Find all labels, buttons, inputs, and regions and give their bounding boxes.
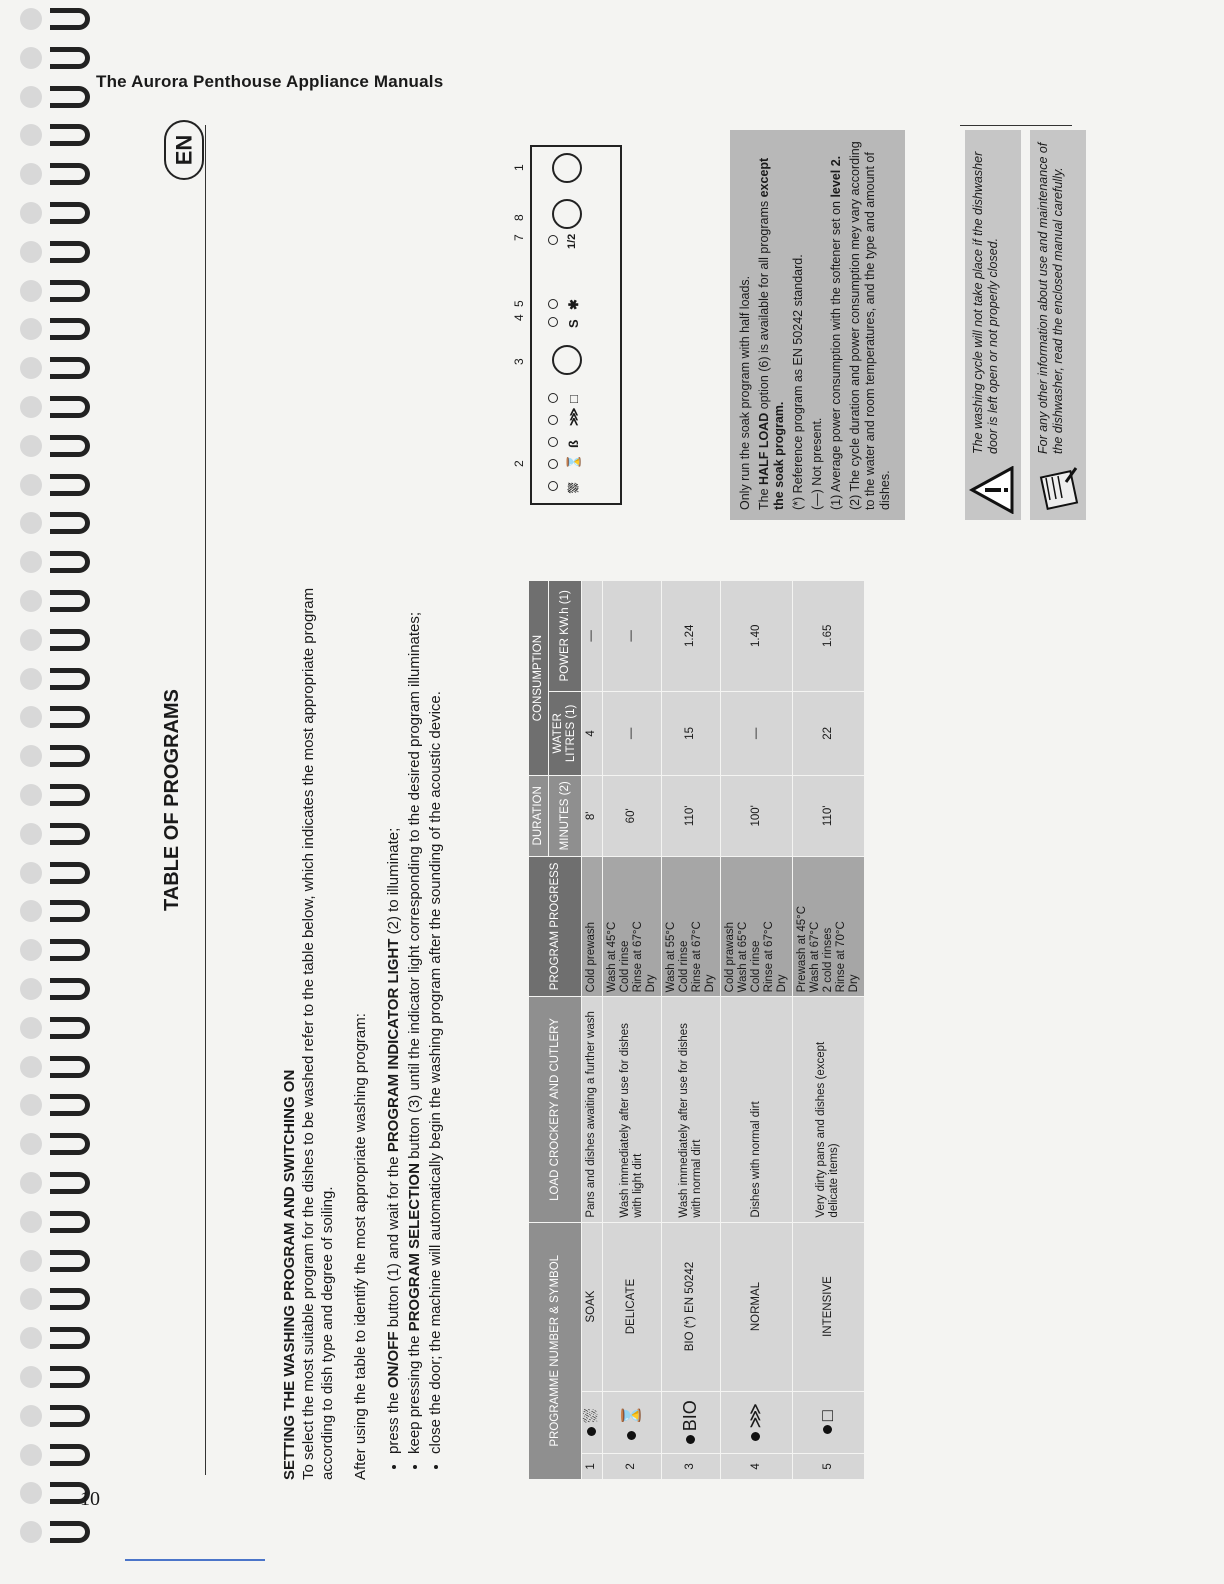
binding-hole (20, 978, 42, 1000)
binding-hole (20, 1017, 42, 1039)
binding-hole (20, 862, 42, 884)
program-minutes: 8' (582, 776, 603, 856)
progress-step: Dry (847, 974, 860, 993)
program-led (548, 415, 558, 425)
binding-coil (50, 939, 90, 961)
binding-hole (20, 551, 42, 573)
binding-hole (20, 474, 42, 496)
progress-step: Cold rinse (749, 940, 762, 993)
binding-hole (20, 280, 42, 302)
binding-hole (20, 1250, 42, 1272)
half-load-led (548, 235, 558, 245)
bio-icon: BIO (679, 1400, 700, 1432)
program-power: — (602, 581, 661, 692)
table-row (602, 581, 661, 1480)
instructions (280, 580, 447, 1480)
binding-coil (50, 978, 90, 1000)
binding-hole (20, 900, 42, 922)
rinse-aid-icon: ✱ (566, 299, 581, 310)
indicator-dot-icon (686, 1435, 695, 1444)
dishes-icon: ⋙ (745, 1402, 766, 1429)
binding-hole (20, 396, 42, 418)
indicator-dot-icon (751, 1433, 760, 1442)
footnote-2: (2) The cycle duration and power consumption mey vary according to the water and room temperatures, and the type and amount of dishes. (848, 141, 892, 510)
progress-step: Wash at 65°C (736, 921, 749, 993)
binding-coil (50, 8, 90, 30)
table-row (661, 581, 720, 1480)
program-symbol (582, 1391, 603, 1453)
indicator-dot-icon (627, 1431, 636, 1440)
program-name: DELICATE (602, 1222, 661, 1391)
manual-book-icon (1036, 464, 1080, 512)
indicator-dot-icon (823, 1425, 832, 1434)
binding-hole (20, 163, 42, 185)
binding-coil (50, 1366, 90, 1388)
program-power: 1.40 (720, 581, 792, 692)
binding-hole (20, 745, 42, 767)
binding-hole (20, 435, 42, 457)
program-name: BIO (*) EN 50242 (661, 1222, 720, 1391)
program-led (548, 393, 558, 403)
control-panel-diagram (512, 145, 622, 505)
program-power: 1.65 (792, 581, 864, 692)
binding-coil (50, 241, 90, 263)
step-item: • close the door; the machine will automatically begin the washing program after the sounding of the acoustic device. (426, 580, 445, 1454)
binding-hole (20, 629, 42, 651)
callout-2: 2 (512, 460, 526, 467)
binding-hole (20, 318, 42, 340)
binding-coil (50, 396, 90, 418)
binding-coil (50, 1521, 90, 1543)
program-minutes: 110' (792, 776, 864, 856)
progress-step: Prewash at 45°C (795, 905, 808, 993)
bio-symbol-icon: ß (566, 440, 581, 448)
program-minutes: 60' (602, 776, 661, 856)
callout-5: 5 (512, 300, 526, 307)
binding-coil (50, 551, 90, 573)
after-text: After using the table to identify the most appropriate washing program: (352, 1013, 369, 1480)
table-row (720, 581, 792, 1480)
program-load: Dishes with normal dirt (720, 997, 792, 1222)
binding-hole (20, 1405, 42, 1427)
program-number: 5 (792, 1453, 864, 1479)
footer-line (125, 1559, 265, 1561)
soak-symbol-icon: ⛆ (566, 482, 581, 493)
binding-coil (50, 1133, 90, 1155)
progress-step: Cold rinse (677, 940, 690, 993)
binding-coil (50, 668, 90, 690)
binding-hole (20, 86, 42, 108)
binding-hole (20, 1288, 42, 1310)
program-symbol (602, 1391, 661, 1453)
program-progress (792, 856, 864, 997)
header-consumption: CONSUMPTION (529, 581, 549, 776)
program-load: Pans and dishes awaiting a further wash (582, 997, 603, 1222)
progress-step: Dry (775, 974, 788, 993)
binding-coil (50, 706, 90, 728)
binding-coil (50, 1056, 90, 1078)
binding-hole (20, 1094, 42, 1116)
progress-step: 2 cold rinses (821, 927, 834, 993)
program-led (548, 481, 558, 491)
binding-hole (20, 1444, 42, 1466)
binding-coil (50, 1211, 90, 1233)
step-list (384, 580, 445, 1480)
program-progress (720, 856, 792, 997)
header-duration: DURATION (529, 776, 549, 856)
program-led (548, 459, 558, 469)
info-box (1030, 130, 1086, 520)
program-number: 4 (720, 1453, 792, 1479)
program-selection-button[interactable] (552, 345, 582, 375)
binding-coil (50, 86, 90, 108)
callout-8: 8 (512, 214, 526, 221)
indicator-dot-icon (587, 1427, 596, 1436)
progress-step: Dry (703, 974, 716, 993)
warning-box (965, 130, 1021, 520)
binding-hole (20, 668, 42, 690)
footnote-1: (1) Average power consumption with the softener set on level 2. (829, 155, 843, 510)
info-text: For any other information about use and maintenance of the dishwasher, read the enclosed manual carefully. (1036, 142, 1065, 454)
program-progress (582, 856, 603, 997)
binding-hole (20, 939, 42, 961)
program-progress (661, 856, 720, 997)
half-load-button[interactable] (552, 199, 582, 229)
section-heading: SETTING THE WASHING PROGRAM AND SWITCHING ON (281, 1069, 298, 1480)
callout-1: 1 (512, 164, 526, 171)
program-power: 1.24 (661, 581, 720, 692)
half-load-note: The HALF LOAD option (6) is available for all programs except the soak program. (757, 157, 786, 510)
binding-coil (50, 474, 90, 496)
pot-icon: □ (817, 1410, 838, 1422)
binding-coil (50, 512, 90, 534)
binding-coil (50, 47, 90, 69)
program-power: — (582, 581, 603, 692)
binding-hole (20, 1327, 42, 1349)
step-item: • keep pressing the PROGRAM SELECTION button (3) until the indicator light corresponding to the desired program illuminates; (405, 580, 424, 1454)
dishes-symbol-icon: ⋙ (566, 407, 581, 426)
rotated-content (150, 130, 1150, 1480)
binding-hole (20, 1521, 42, 1543)
callout-7: 7 (512, 234, 526, 241)
soak-note: Only run the soak program with half loads. (738, 275, 752, 510)
progress-step: Rinse at 67°C (690, 921, 703, 993)
binding-hole (20, 590, 42, 612)
program-minutes: 110' (661, 776, 720, 856)
program-name: INTENSIVE (792, 1222, 864, 1391)
binding-hole (20, 1366, 42, 1388)
binding-coil (50, 163, 90, 185)
binding-coil (50, 862, 90, 884)
binding-coil (50, 124, 90, 146)
program-water: 15 (661, 691, 720, 775)
binding-hole (20, 124, 42, 146)
progress-step: Rinse at 67°C (631, 921, 644, 993)
page-title: TABLE OF PROGRAMS (161, 689, 183, 911)
binding-hole (20, 1211, 42, 1233)
binding-coil (50, 1444, 90, 1466)
header-progress: PROGRAM PROGRESS (529, 856, 582, 997)
glass-symbol-icon: ⌛ (566, 453, 581, 470)
binding-coil (50, 202, 90, 224)
pot-symbol-icon: □ (566, 395, 581, 403)
binding-coil (50, 357, 90, 379)
binding-coil (50, 1288, 90, 1310)
progress-step: Rinse at 67°C (762, 921, 775, 993)
program-symbol (720, 1391, 792, 1453)
binding-coil (50, 1405, 90, 1427)
binding-coil (50, 745, 90, 767)
glass-icon: ⌛ (620, 1404, 641, 1427)
progress-step: Cold prawash (723, 922, 736, 993)
binding-hole (20, 202, 42, 224)
rinse-aid-led (548, 299, 558, 309)
program-minutes: 100' (720, 776, 792, 856)
header-programme: PROGRAMME NUMBER & SYMBOL (529, 1222, 582, 1479)
reference-note: (*) Reference program as EN 50242 standard. (791, 254, 805, 510)
binding-coil (50, 629, 90, 651)
notes-box (730, 130, 905, 520)
header-minutes: MINUTES (2) (549, 776, 582, 856)
page-header: The Aurora Penthouse Appliance Manuals (96, 72, 444, 91)
program-led (548, 437, 558, 447)
header-water: WATER LITRES (1) (549, 691, 582, 775)
page-rule-horizontal (960, 125, 1072, 126)
progress-step: Cold rinse (618, 940, 631, 993)
shower-icon: ⛆ (581, 1408, 601, 1423)
binding-coil (50, 1017, 90, 1039)
binding-coil (50, 900, 90, 922)
callout-3: 3 (512, 358, 526, 365)
progress-step: Wash at 45°C (605, 921, 618, 993)
binding-hole (20, 706, 42, 728)
program-water: 22 (792, 691, 864, 775)
binding-coil (50, 318, 90, 340)
binding-hole (20, 47, 42, 69)
half-load-label: 1/2 (566, 233, 578, 249)
binding-coil (50, 280, 90, 302)
callout-4: 4 (512, 314, 526, 321)
progress-step: Dry (644, 974, 657, 993)
warning-text: The washing cycle will not take place if the dishwasher door is left open or not properly closed. (971, 151, 1000, 454)
on-off-button[interactable] (552, 153, 582, 183)
progress-step: Cold prewash (585, 922, 598, 993)
program-water: — (602, 691, 661, 775)
binding-coil (50, 1250, 90, 1272)
not-present-note: (—) Not present. (810, 417, 824, 510)
language-code: EN (171, 134, 196, 166)
binding-hole (20, 1133, 42, 1155)
binding-hole (20, 512, 42, 534)
program-name: NORMAL (720, 1222, 792, 1391)
program-symbol (661, 1391, 720, 1453)
progress-step: Wash at 67°C (808, 921, 821, 993)
binding-hole (20, 357, 42, 379)
spiral-binding (0, 0, 96, 1584)
binding-coil (50, 1327, 90, 1349)
program-symbol (792, 1391, 864, 1453)
program-water: 4 (582, 691, 603, 775)
binding-coil (50, 1094, 90, 1116)
binding-hole (20, 8, 42, 30)
progress-step: Rinse at 70°C (834, 921, 847, 993)
binding-hole (20, 1172, 42, 1194)
program-number: 1 (582, 1453, 603, 1479)
program-table (528, 580, 865, 1480)
warning-icon (969, 466, 1015, 514)
program-water: — (720, 691, 792, 775)
program-number: 3 (661, 1453, 720, 1479)
program-number: 2 (602, 1453, 661, 1479)
program-load: Wash immediately after use for dishes with normal dirt (661, 997, 720, 1222)
table-header-row (529, 581, 549, 1480)
binding-coil (50, 784, 90, 806)
binding-hole (20, 823, 42, 845)
salt-led (548, 317, 558, 327)
intro-text: To select the most suitable program for the dishes to be washed refer to the table below, which indicates the most appropriate program according to dish type and degree of soiling. (300, 587, 336, 1480)
program-load: Very dirty pans and dishes (except delicate items) (792, 997, 864, 1222)
program-name: SOAK (582, 1222, 603, 1391)
progress-step: Wash at 55°C (664, 921, 677, 993)
binding-hole (20, 1482, 42, 1504)
binding-coil (50, 1172, 90, 1194)
binding-hole (20, 1056, 42, 1078)
program-load: Wash immediately after use for dishes with light dirt (602, 997, 661, 1222)
table-row (792, 581, 864, 1480)
binding-hole (20, 784, 42, 806)
table-row (582, 581, 603, 1480)
page-number: 10 (80, 1488, 100, 1510)
binding-hole (20, 241, 42, 263)
header-power: POWER KW.h (1) (549, 581, 582, 692)
binding-coil (50, 823, 90, 845)
header-load: LOAD CROCKERY AND CUTLERY (529, 997, 582, 1222)
binding-coil (50, 435, 90, 457)
program-progress (602, 856, 661, 997)
salt-icon: S (566, 319, 581, 328)
step-item: • press the ON/OFF button (1) and wait for the PROGRAM INDICATOR LIGHT (2) to illuminate; (384, 580, 403, 1454)
binding-coil (50, 590, 90, 612)
